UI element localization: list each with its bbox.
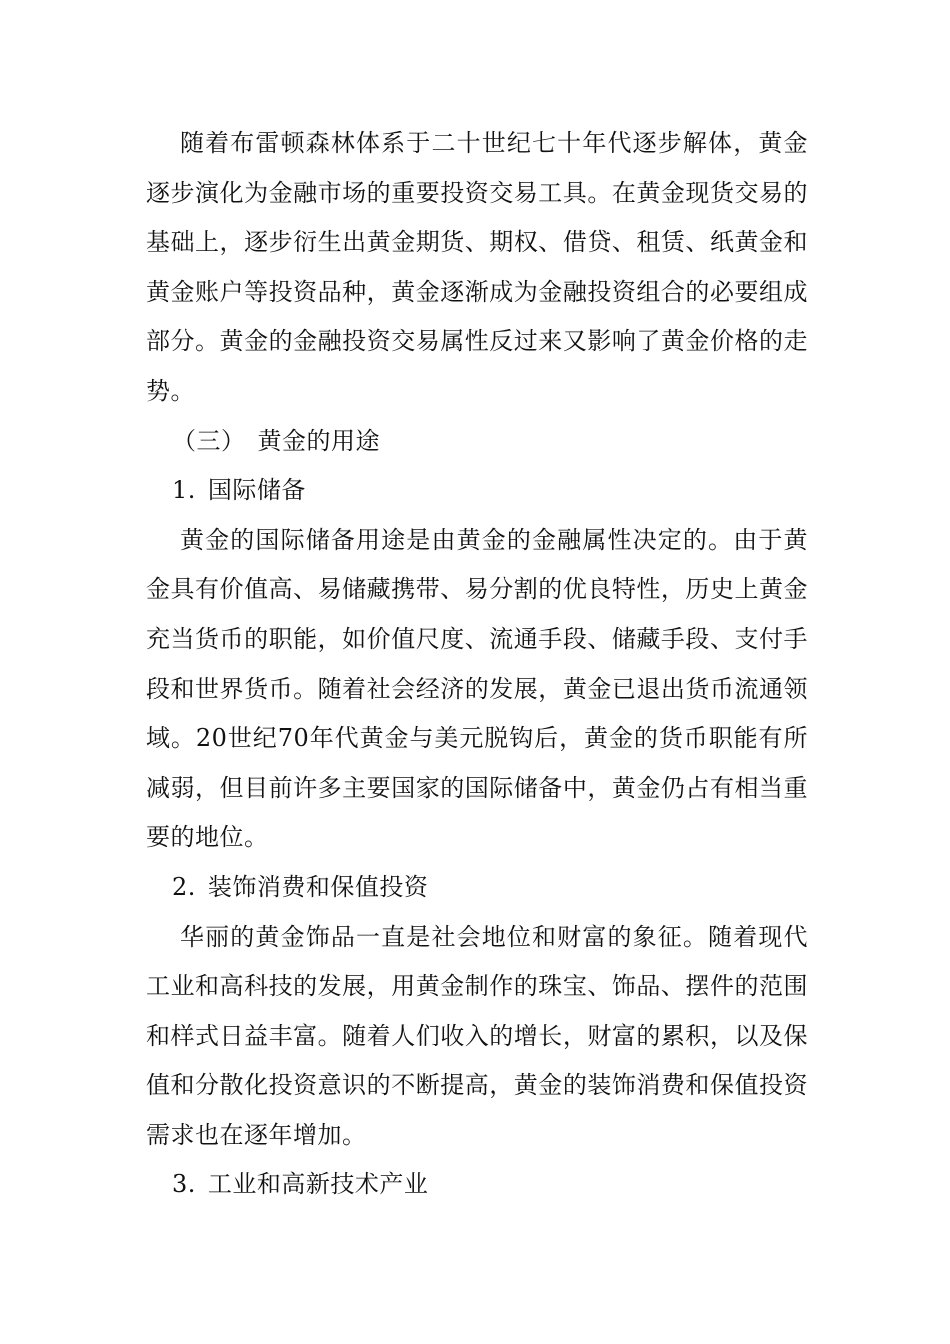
subsection-number-1: 1. <box>172 476 196 505</box>
section-title: 黄金的用途 <box>257 426 380 455</box>
subsection-number-3: 3. <box>172 1170 196 1199</box>
subsection-title-3: 工业和高新技术产业 <box>207 1170 429 1199</box>
subsection-heading-1 <box>146 466 808 516</box>
intro-paragraph: 随着布雷顿森林体系于二十世纪七十年代逐步解体，黄金逐步演化为金融市场的重要投资交易工具。在黄金现货交易的基础上，逐步衍生出黄金期货、期权、借贷、租赁、纸黄金和黄金账户等投资品种，黄金逐渐成为金融投资组合的必要组成部分。黄金的金融投资交易属性反过来又影响了黄金价格的走势。 <box>146 129 808 405</box>
subsection-body-2: 华丽的黄金饰品一直是社会地位和财富的象征。随着现代工业和高科技的发展，用黄金制作的珠宝、饰品、摆件的范围和样式日益丰富。随着人们收入的增长，财富的累积，以及保值和分散化投资意识的不断提高，黄金的装饰消费和保值投资需求也在逐年增加。 <box>146 922 808 1149</box>
subsection-title-1: 国际储备 <box>207 476 306 505</box>
subsection-number-2: 2. <box>172 872 196 901</box>
document-page <box>146 119 808 1210</box>
subsection-heading-3 <box>146 1160 808 1210</box>
subsection-body-1: 黄金的国际储备用途是由黄金的金融属性决定的。由于黄金具有价值高、易储藏携带、易分割的优良特性，历史上黄金充当货币的职能，如价值尺度、流通手段、储藏手段、支付手段和世界货币。随着社会经济的发展，黄金已退出货币流通领域。20世纪70年代黄金与美元脱钩后，黄金的货币职能有所减弱，但目前许多主要国家的国际储备中，黄金仍占有相当重要的地位。 <box>146 525 808 852</box>
subsection-title-2: 装饰消费和保值投资 <box>207 872 429 901</box>
section-heading <box>146 417 808 467</box>
subsection-heading-2 <box>146 863 808 913</box>
section-number: （三） <box>172 426 246 455</box>
